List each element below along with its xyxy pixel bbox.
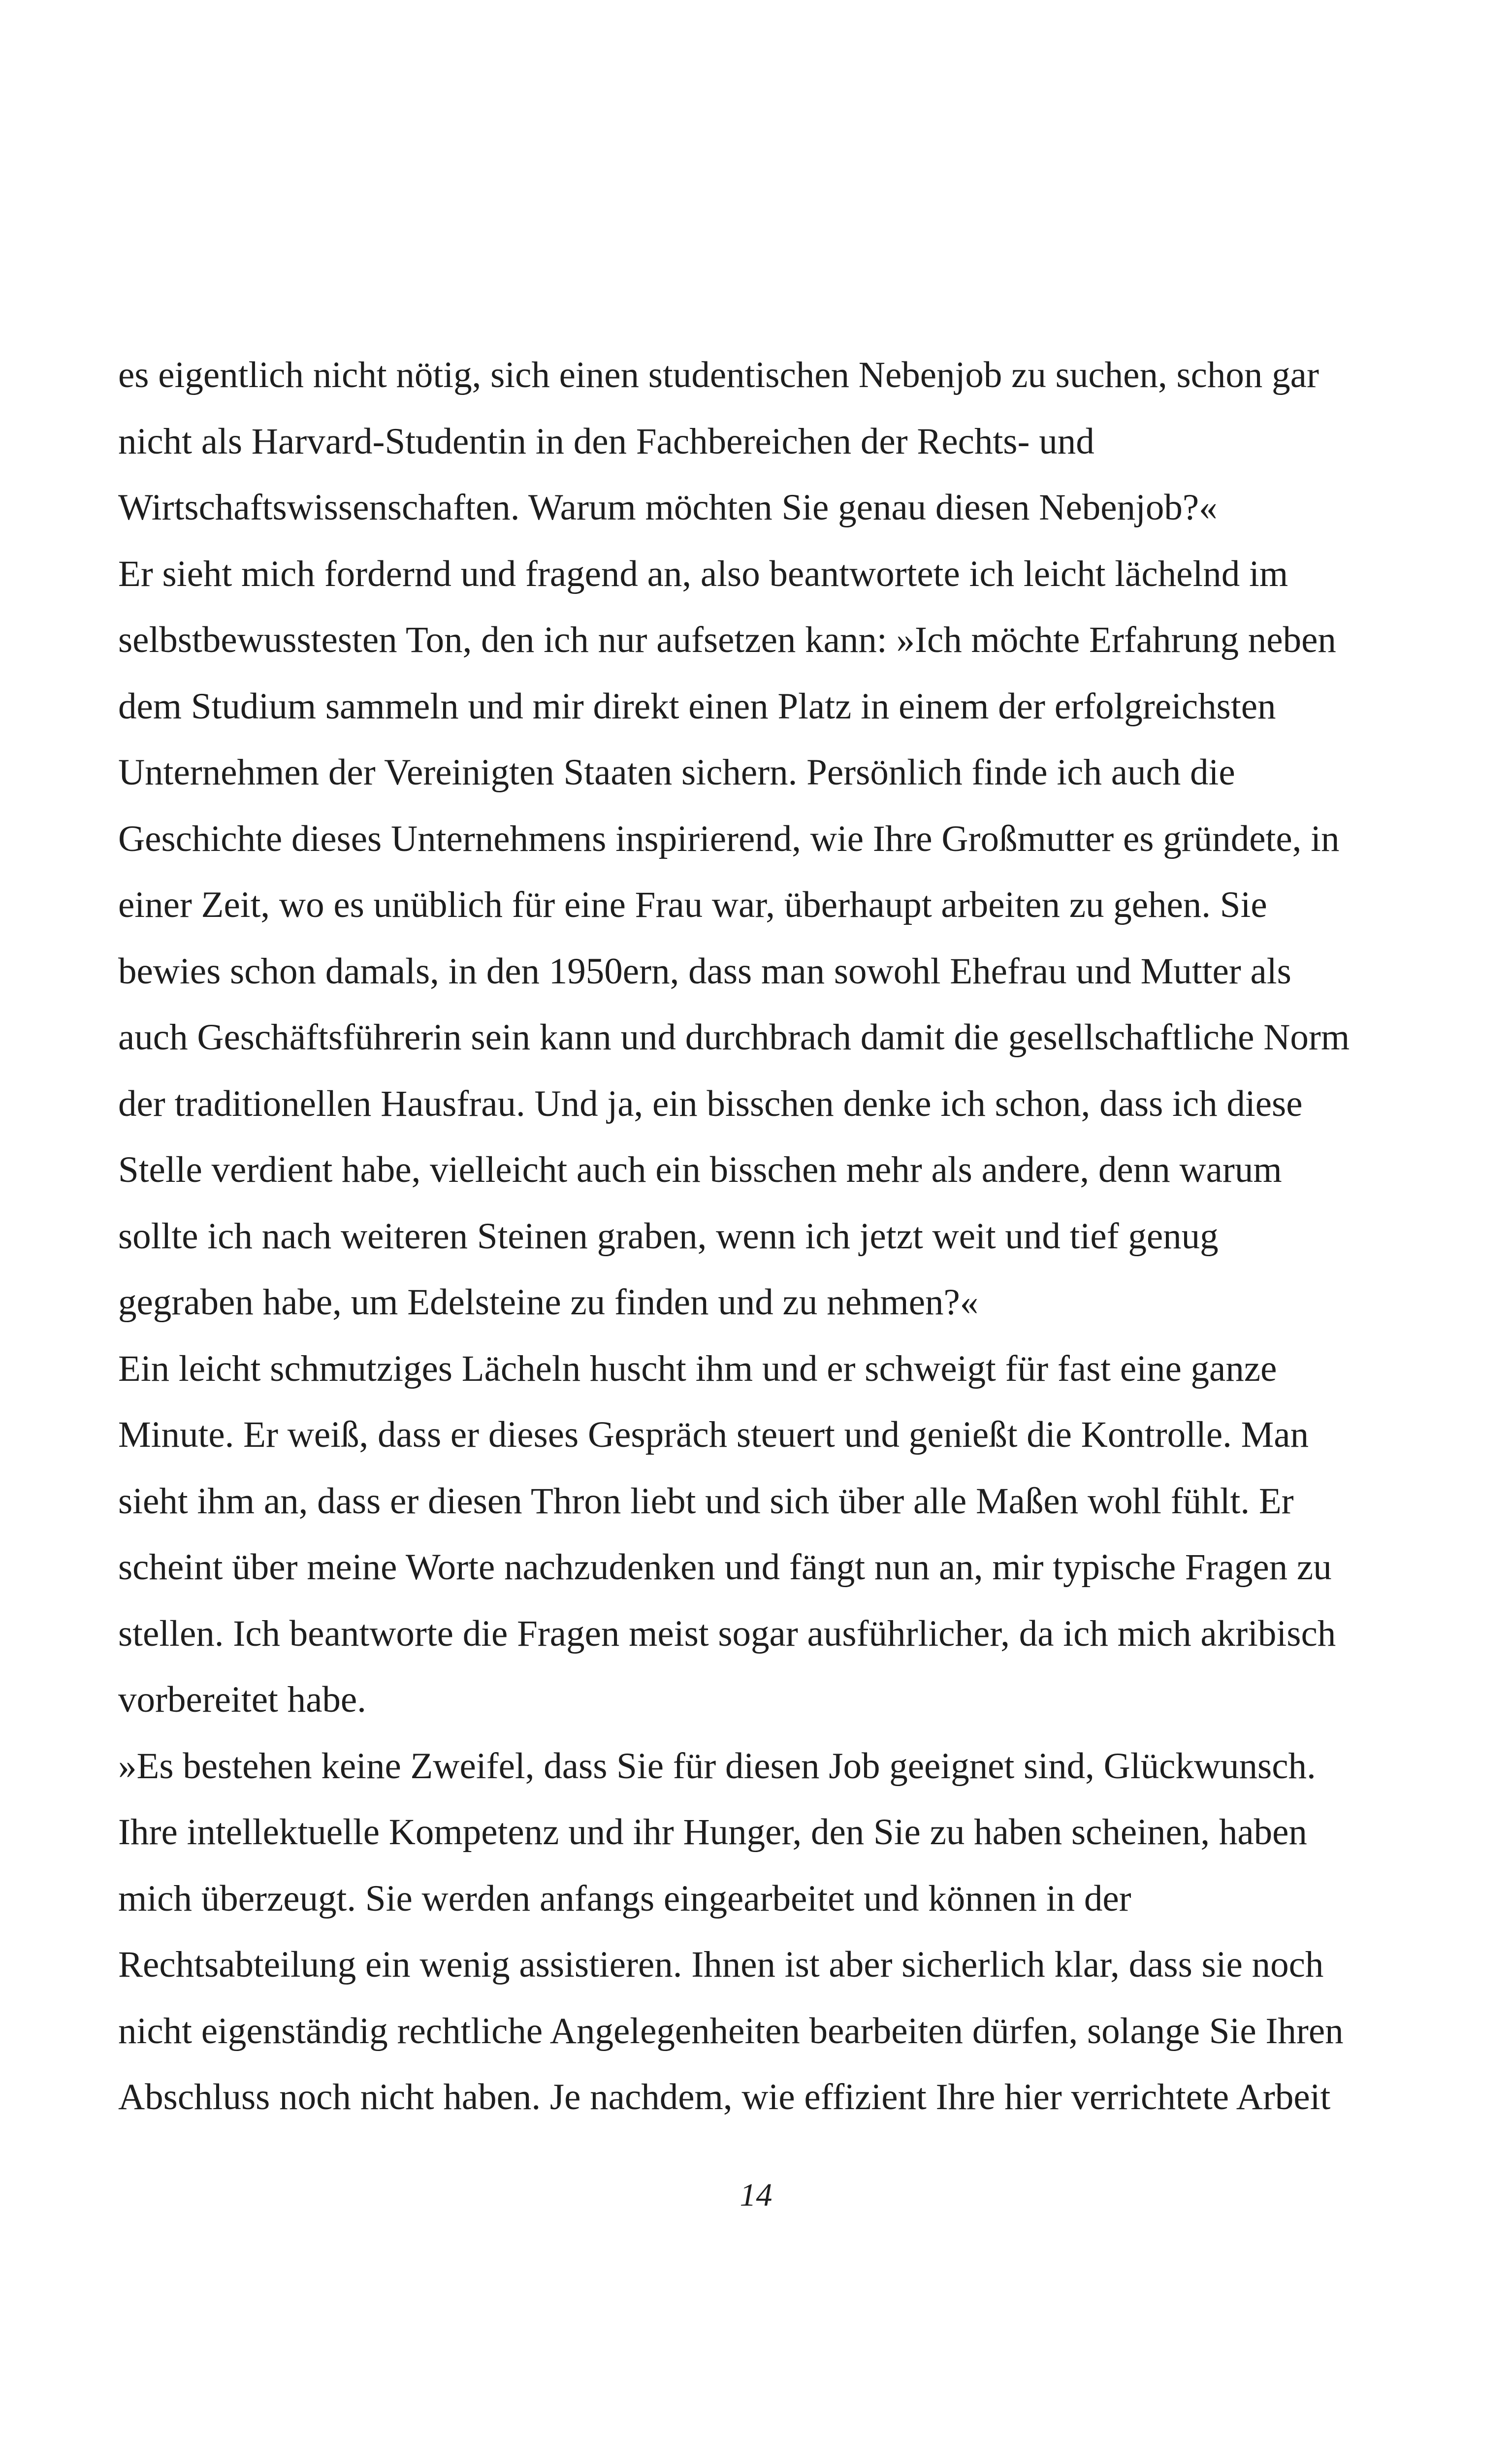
text-line: es eigentlich nicht nötig, sich einen studentischen Nebenjob zu suchen, schon gar	[118, 355, 1319, 395]
text-line: Er sieht mich fordernd und fragend an, also beantwortete ich leicht lächelnd im	[118, 553, 1288, 594]
text-line: Rechtsabteilung ein wenig assistieren. Ihnen ist aber sicherlich klar, dass sie noch	[118, 1944, 1324, 1985]
text-line: sieht ihm an, dass er diesen Thron liebt und sich über alle Maßen wohl fühlt. Er	[118, 1480, 1294, 1522]
text-line: Geschichte dieses Unternehmens inspirierend, wie Ihre Großmutter es gründete, in	[118, 818, 1340, 859]
text-line: »Es bestehen keine Zweifel, dass Sie für diesen Job geeignet sind, Glückwunsch.	[118, 1745, 1316, 1787]
text-line: der traditionellen Hausfrau. Und ja, ein bisschen denke ich schon, dass ich diese	[118, 1083, 1303, 1124]
text-line: scheint über meine Worte nachzudenken und fängt nun an, mir typische Fragen zu	[118, 1547, 1332, 1588]
text-line: Wirtschaftswissenschaften. Warum möchten Sie genau diesen Nebenjob?«	[118, 487, 1218, 528]
text-line: stellen. Ich beantworte die Fragen meist sogar ausführlicher, da ich mich akribisch	[118, 1613, 1336, 1654]
text-line: dem Studium sammeln und mir direkt einen Platz in einem der erfolgreichsten	[118, 685, 1276, 727]
text-line: auch Geschäftsführerin sein kann und durchbrach damit die gesellschaftliche Norm	[118, 1017, 1350, 1058]
text-line: nicht als Harvard-Studentin in den Fachbereichen der Rechts- und	[118, 421, 1094, 462]
text-line: Ihre intellektuelle Kompetenz und ihr Hunger, den Sie zu haben scheinen, haben	[118, 1812, 1307, 1853]
text-line: einer Zeit, wo es unüblich für eine Frau war, überhaupt arbeiten zu gehen. Sie	[118, 884, 1267, 925]
text-line: vorbereitet habe.	[118, 1679, 366, 1720]
text-line: Ein leicht schmutziges Lächeln huscht ihm und er schweigt für fast eine ganze	[118, 1348, 1277, 1389]
body-text	[118, 342, 1418, 2131]
text-line: sollte ich nach weiteren Steinen graben, wenn ich jetzt weit und tief genug	[118, 1215, 1219, 1257]
text-line: mich überzeugt. Sie werden anfangs eingearbeitet und können in der	[118, 1878, 1131, 1919]
text-line: Unternehmen der Vereinigten Staaten sichern. Persönlich finde ich auch die	[118, 752, 1235, 793]
text-line: Minute. Er weiß, dass er dieses Gespräch steuert und genießt die Kontrolle. Man	[118, 1414, 1309, 1455]
text-line: bewies schon damals, in den 1950ern, dass man sowohl Ehefrau und Mutter als	[118, 950, 1291, 992]
text-line: Stelle verdient habe, vielleicht auch ein bisschen mehr als andere, denn warum	[118, 1149, 1282, 1190]
text-line: gegraben habe, um Edelsteine zu finden und zu nehmen?«	[118, 1282, 979, 1323]
text-line: nicht eigenständig rechtliche Angelegenheiten bearbeiten dürfen, solange Sie Ihren	[118, 2010, 1344, 2052]
text-line: selbstbewusstesten Ton, den ich nur aufsetzen kann: »Ich möchte Erfahrung neben	[118, 619, 1336, 660]
page-number: 14	[740, 2177, 772, 2213]
text-line: Abschluss noch nicht haben. Je nachdem, wie effizient Ihre hier verrichtete Arbeit	[118, 2077, 1331, 2117]
